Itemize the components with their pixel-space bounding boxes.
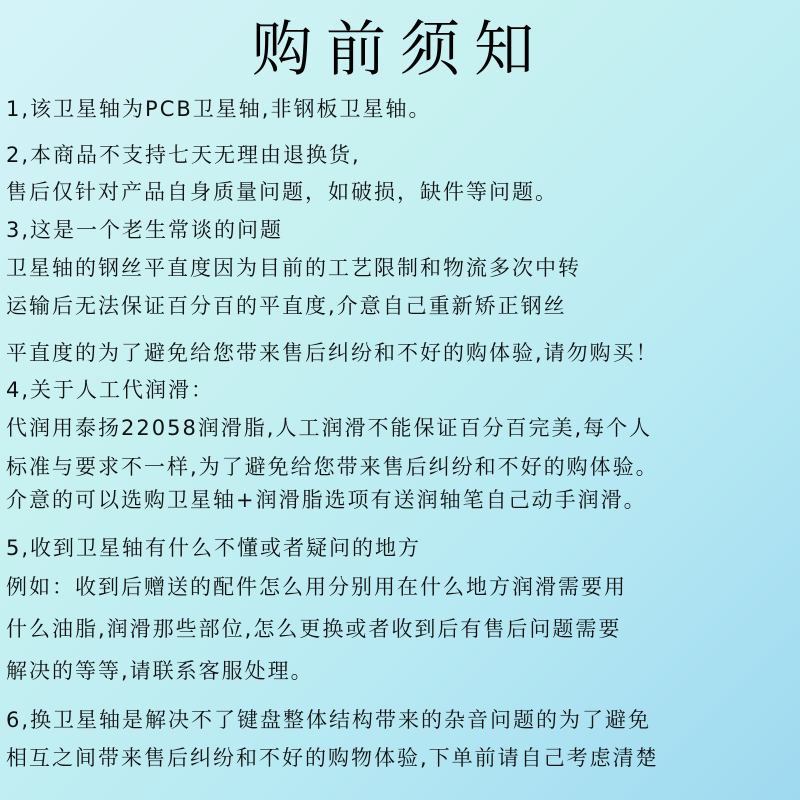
notice-line: 3,这是一个老生常谈的问题 — [6, 218, 284, 242]
notice-line: 标准与要求不一样,为了避免给您带来售后纠纷和不好的购体验。 — [6, 455, 659, 479]
notice-line: 1,该卫星轴为PCB卫星轴,非钢板卫星轴。 — [6, 97, 432, 121]
notice-line: 6,换卫星轴是解决不了键盘整体结构带来的杂音问题的为了避免 — [6, 708, 652, 732]
notice-title: 购前须知 — [252, 15, 548, 85]
notice-line: 运输后无法保证百分百的平直度,介意自己重新矫正钢丝 — [6, 294, 567, 318]
notice-line: 平直度的为了避免给您带来售后纠纷和不好的购体验,请勿购买！ — [6, 341, 659, 365]
notice-line: 例如：收到后赠送的配件怎么用分别用在什么地方润滑需要用 — [6, 575, 627, 599]
notice-line: 卫星轴的钢丝平直度因为目前的工艺限制和物流多次中转 — [6, 256, 581, 280]
notice-line: 解决的等等,请联系客服处理。 — [6, 659, 314, 683]
notice-line: 4,关于人工代润滑： — [6, 378, 215, 402]
notice-line: 售后仅针对产品自身质量问题，如破损，缺件等问题。 — [6, 180, 558, 204]
notice-line: 什么油脂,润滑那些部位,怎么更换或者收到后有售后问题需要 — [6, 617, 622, 641]
notice-line: 2,本商品不支持七天无理由退换货, — [6, 143, 361, 167]
notice-line: 介意的可以选购卫星轴+润滑脂选项有送润轴笔自己动手润滑。 — [6, 488, 647, 512]
notice-line: 代润用泰扬22058润滑脂,人工润滑不能保证百分百完美,每个人 — [6, 416, 653, 440]
notice-line: 相互之间带来售后纠纷和不好的购物体验,下单前请自己考虑清楚 — [6, 746, 659, 770]
notice-line: 5,收到卫星轴有什么不懂或者疑问的地方 — [6, 536, 422, 560]
